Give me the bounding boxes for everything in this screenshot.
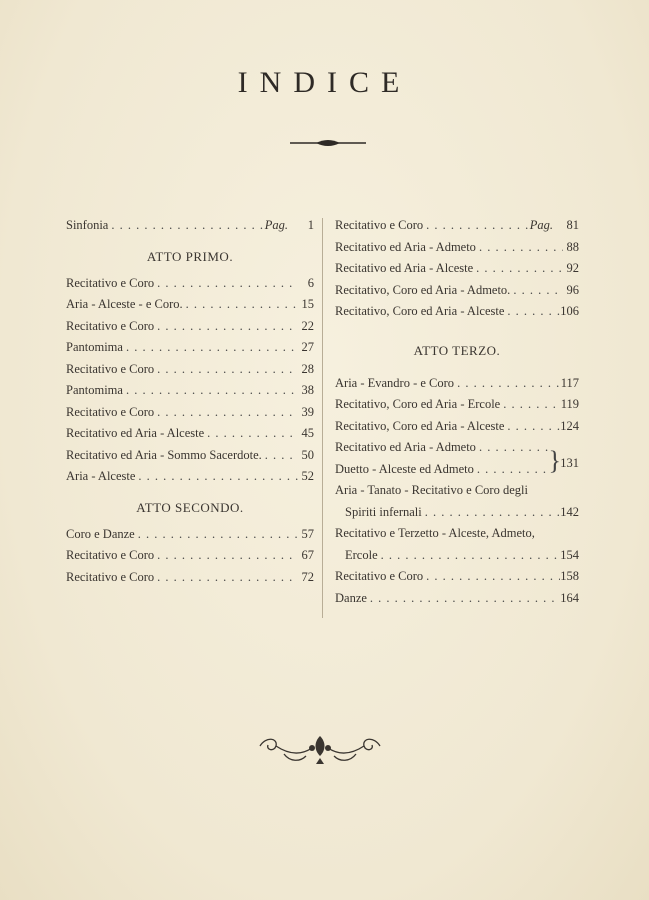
index-entry <box>66 218 314 240</box>
entry-page: 81 <box>566 218 579 232</box>
entry-page: 67 <box>301 548 314 562</box>
leader-dots <box>422 505 561 520</box>
leader-dots <box>123 383 298 398</box>
index-entry <box>66 383 314 405</box>
entry-page: 92 <box>566 261 579 275</box>
leader-dots <box>504 304 560 319</box>
index-entry <box>335 240 579 262</box>
entry-page: 52 <box>301 469 314 483</box>
entry-page: 45 <box>301 426 314 440</box>
index-entry <box>335 591 579 613</box>
entry-title: Danze <box>335 590 367 605</box>
entry-title: Recitativo e Coro <box>66 548 155 562</box>
entry-title: Recitativo e Coro <box>66 404 155 419</box>
leader-dots <box>454 376 561 391</box>
entry-title: Recitativo e Coro <box>66 569 155 584</box>
pag-label: Pag. <box>529 218 553 232</box>
entry-page: 124 <box>560 418 579 433</box>
index-left-column <box>66 218 314 591</box>
leader-dots <box>135 527 298 542</box>
index-entry <box>335 283 579 305</box>
index-entry <box>335 419 579 441</box>
entry-title: Recitativo, Coro ed Aria - Alceste <box>335 418 505 433</box>
entry-title: Pantomima <box>66 383 123 397</box>
entry-title: Recitativo, Coro ed Aria - Admeto. <box>335 282 511 297</box>
index-entry <box>335 376 579 398</box>
entry-title: Recitativo ed Aria - Admeto <box>335 440 476 454</box>
entry-title: Duetto - Alceste ed Admeto <box>335 461 474 476</box>
title-rule-ornament <box>290 138 366 148</box>
leader-dots <box>474 462 549 477</box>
entry-page: 117 <box>560 375 579 390</box>
entry-page: 72 <box>301 569 314 584</box>
leader-dots <box>423 218 530 233</box>
index-entry <box>66 548 314 570</box>
entry-title: Aria - Evandro - e Coro <box>335 375 455 390</box>
leader-dots <box>367 591 560 606</box>
entry-page: 22 <box>301 318 314 333</box>
atto-secondo-list <box>66 527 314 592</box>
decorative-flourish-icon <box>256 732 384 768</box>
index-entry <box>66 570 314 592</box>
pag-label: Pag. <box>264 218 288 232</box>
index-entry <box>66 297 314 319</box>
entry-title: Recitativo e Coro <box>66 318 155 333</box>
entry-title-cont: Spiriti infernali <box>345 504 422 519</box>
entry-title: Recitativo ed Aria - Alceste <box>335 261 474 275</box>
leader-dots <box>510 283 563 298</box>
index-entry-line2 <box>335 505 579 527</box>
leader-dots <box>154 570 298 585</box>
leader-dots <box>504 419 560 434</box>
leader-dots <box>135 469 298 484</box>
leader-dots <box>378 548 561 563</box>
entry-page: 154 <box>560 547 579 562</box>
entry-page: 38 <box>301 383 314 397</box>
entry-page: 57 <box>301 526 314 541</box>
index-entry <box>66 276 314 298</box>
entry-page: 39 <box>301 404 314 419</box>
index-entry-line2 <box>335 548 579 570</box>
entry-title: Aria - Alceste <box>66 469 136 483</box>
braced-entry-group <box>335 440 579 483</box>
leader-dots <box>154 276 298 291</box>
entry-page: 27 <box>301 340 314 354</box>
index-entry <box>335 462 579 484</box>
entry-page: 164 <box>560 590 579 605</box>
index-entry <box>66 405 314 427</box>
index-entry <box>66 362 314 384</box>
leader-dots <box>262 448 298 463</box>
leader-dots <box>154 405 298 420</box>
page-title: INDICE <box>237 66 412 99</box>
entry-page: 6 <box>307 275 314 290</box>
section-heading-atto-terzo: ATTO TERZO. <box>413 342 501 358</box>
index-entry <box>335 304 579 326</box>
entry-title: Recitativo e Coro <box>335 218 424 232</box>
section-heading-atto-secondo: ATTO SECONDO. <box>136 499 244 515</box>
entry-title: Recitativo e Coro <box>66 361 155 376</box>
entry-title: Recitativo e Coro <box>66 275 155 290</box>
entry-title: Recitativo e Terzetto - Alceste, Admeto, <box>335 526 535 540</box>
index-entry <box>66 448 314 470</box>
entry-title: Aria - Alceste - e Coro. <box>66 297 183 311</box>
index-entry <box>335 218 579 240</box>
entry-page: 119 <box>560 397 579 411</box>
index-entry <box>66 469 314 491</box>
entry-title: Recitativo ed Aria - Alceste <box>66 426 205 440</box>
entry-page: 50 <box>301 447 314 462</box>
leader-dots <box>204 426 298 441</box>
leader-dots <box>500 397 560 412</box>
entry-page: 28 <box>301 361 314 376</box>
atto-primo-list <box>66 276 314 491</box>
index-entry-line1 <box>335 526 579 548</box>
entry-title: Sinfonia <box>66 218 109 232</box>
leader-dots <box>108 218 264 233</box>
index-entry-line1 <box>335 483 579 505</box>
entry-title: Coro e Danze <box>66 526 135 541</box>
entry-page: 131 <box>560 456 579 470</box>
entry-page: 158 <box>560 569 579 583</box>
entry-title: Recitativo e Coro <box>335 569 424 583</box>
entry-title: Recitativo, Coro ed Aria - Ercole <box>335 397 501 411</box>
leader-dots <box>476 440 549 455</box>
entry-title-cont: Ercole <box>345 547 378 562</box>
leader-dots <box>154 319 298 334</box>
index-right-column <box>335 218 579 612</box>
entry-page: 15 <box>301 297 314 311</box>
index-entry <box>335 440 579 462</box>
index-entry <box>66 340 314 362</box>
entry-page: 96 <box>566 282 579 297</box>
entry-title: Recitativo ed Aria - Admeto <box>335 239 476 254</box>
index-entry <box>66 426 314 448</box>
entry-title: Recitativo, Coro ed Aria - Alceste <box>335 304 505 318</box>
leader-dots <box>473 261 563 276</box>
leader-dots <box>154 362 298 377</box>
index-entry <box>335 569 579 591</box>
curly-brace-icon: } <box>548 446 561 475</box>
entry-title: Recitativo ed Aria - Sommo Sacerdote. <box>66 447 262 462</box>
section-heading-atto-primo: ATTO PRIMO. <box>146 248 234 264</box>
leader-dots <box>123 340 298 355</box>
leader-dots <box>423 569 560 584</box>
index-entry <box>335 261 579 283</box>
entry-title: Pantomima <box>66 340 123 354</box>
entry-page: 142 <box>560 504 579 519</box>
entry-page: 1 <box>307 218 314 232</box>
leader-dots <box>476 240 563 255</box>
column-divider <box>322 218 323 618</box>
leader-dots <box>154 548 298 563</box>
index-entry <box>66 319 314 341</box>
entry-page: 88 <box>566 239 579 254</box>
entry-title: Aria - Tanato - Recitativo e Coro degli <box>335 483 528 497</box>
leader-dots <box>183 297 298 312</box>
entry-page: 106 <box>560 304 579 318</box>
index-entry <box>335 397 579 419</box>
index-entry <box>66 527 314 549</box>
